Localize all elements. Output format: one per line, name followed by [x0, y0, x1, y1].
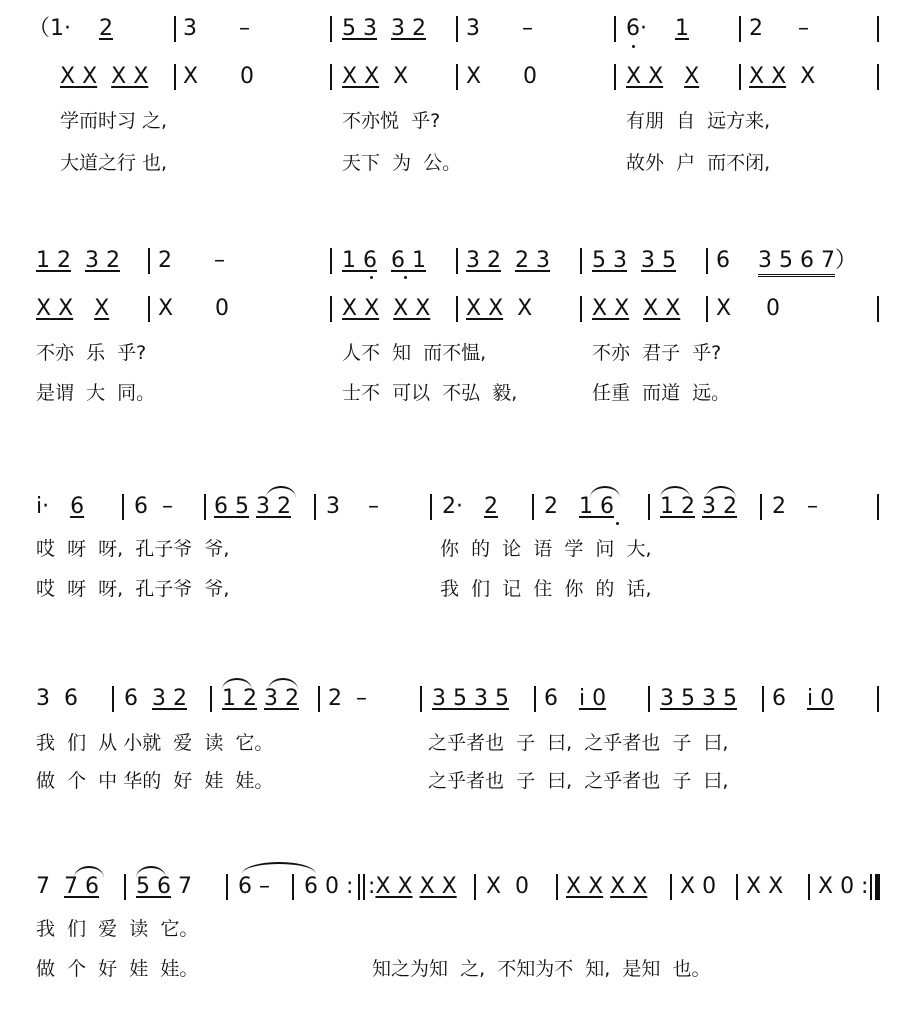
- line1-rhythm-d: X 0: [466, 64, 538, 89]
- line1-rhythm-b: X 0: [183, 64, 255, 89]
- line1-notes-e: 6· 1: [626, 16, 689, 41]
- barline: [148, 248, 150, 274]
- barline: [456, 248, 458, 274]
- barline: [534, 686, 536, 712]
- tie-slur: [660, 486, 690, 498]
- line4-notes-b: 6 3 2: [124, 686, 187, 711]
- barline: [739, 16, 741, 42]
- line5-rhythm-a: :X X X X: [368, 874, 457, 899]
- barline: [877, 296, 879, 322]
- tie-slur: [136, 866, 166, 878]
- barline: [614, 16, 616, 42]
- barline: [226, 874, 228, 900]
- barline: [330, 64, 332, 90]
- repeat-barline: [363, 874, 365, 900]
- line3-notes-c: 6 5 3 2: [214, 494, 291, 519]
- barline: [430, 494, 432, 520]
- lyric: 做 个 好 娃 娃。: [36, 958, 199, 980]
- barline: [330, 248, 332, 274]
- tie-slur: [74, 866, 104, 878]
- tie-slur: [590, 486, 620, 498]
- barline: [706, 248, 708, 274]
- lyric: 大道之行 也,: [60, 152, 168, 174]
- line2-rhythm-d: X X X: [466, 296, 533, 321]
- tie-slur: [222, 678, 252, 690]
- barline: [760, 494, 762, 520]
- lyric: 有朋 自 远方来,: [626, 110, 771, 132]
- line5-notes-d: 6 0 :: [304, 874, 354, 899]
- barline: [877, 494, 879, 520]
- line4-notes-a: 3 6: [36, 686, 78, 711]
- barline: [877, 686, 879, 712]
- line2-rhythm-f: X 0: [716, 296, 781, 321]
- line2-rhythm-a: X X X: [36, 296, 110, 321]
- barline: [314, 494, 316, 520]
- line1-rhythm-a: X X X X: [60, 64, 149, 89]
- lyric: 我 们 记 住 你 的 话,: [440, 578, 652, 600]
- barline: [124, 874, 126, 900]
- line1-notes-d: 3 –: [466, 16, 533, 41]
- lyric: 做 个 中 华的 好 娃 娃。: [36, 770, 274, 792]
- line1-notes-c: 5 3 3 2: [342, 16, 426, 41]
- lyric: 是谓 大 同。: [36, 382, 156, 404]
- barline: [670, 874, 672, 900]
- line5-rhythm-c: X X X X: [566, 874, 648, 899]
- barline: [174, 16, 176, 42]
- barline: [648, 686, 650, 712]
- barline: [122, 494, 124, 520]
- barline: [318, 686, 320, 712]
- barline: [808, 874, 810, 900]
- line1-notes-b: 3 –: [183, 16, 250, 41]
- line2-rhythm-e: X X X X: [592, 296, 681, 321]
- line2-notes-c: 1 6 6 1: [342, 248, 426, 273]
- barline: [112, 686, 114, 712]
- low-octave-dot: [404, 276, 407, 279]
- line5-rhythm-e: X X: [746, 874, 784, 899]
- barline: [456, 64, 458, 90]
- line2-notes-e: 5 3 3 5: [592, 248, 676, 273]
- barline: [556, 874, 558, 900]
- barline: [456, 296, 458, 322]
- barline: [456, 16, 458, 42]
- line3-notes-g: 1 2 3 2: [660, 494, 737, 519]
- line5-rhythm-b: X 0: [486, 874, 530, 899]
- barline: [420, 686, 422, 712]
- line1-notes-f: 2 –: [749, 16, 809, 41]
- line2-notes-b: 2 –: [158, 248, 225, 273]
- tie-slur: [266, 486, 296, 498]
- lyric: 人不 知 而不愠,: [342, 342, 487, 364]
- line4-notes-d: 2 –: [328, 686, 367, 711]
- line3-notes-d: 3 –: [326, 494, 379, 519]
- barline: [762, 686, 764, 712]
- lyric: 我 们 爱 读 它。: [36, 918, 199, 940]
- line2-rhythm-c: X X X X: [342, 296, 431, 321]
- barline: [204, 494, 206, 520]
- line3-notes-a: i· 6: [36, 494, 85, 519]
- line5-rhythm-f: X 0 :: [818, 874, 869, 899]
- barline: [210, 686, 212, 712]
- line2-rhythm-b: X 0: [158, 296, 230, 321]
- low-octave-dot: [616, 522, 619, 525]
- lyric: 你 的 论 语 学 问 大,: [440, 538, 652, 560]
- repeat-barline: [358, 874, 360, 900]
- lyric: 士不 可以 不弘 毅,: [342, 382, 518, 404]
- barline: [739, 64, 741, 90]
- line1-notes-a: （1· 2: [28, 16, 113, 41]
- lyric: 之乎者也 子 曰, 之乎者也 子 曰,: [428, 770, 729, 792]
- lyric: 我 们 从 小就 爱 读 它。: [36, 732, 274, 754]
- barline: [736, 874, 738, 900]
- line3-notes-h: 2 –: [772, 494, 818, 519]
- line2-notes-a: 1 2 3 2: [36, 248, 120, 273]
- lyric: 故外 户 而不闭,: [626, 152, 771, 174]
- barline: [877, 16, 879, 42]
- low-octave-dot: [370, 276, 373, 279]
- barline: [580, 248, 582, 274]
- lyric: 任重 而道 远。: [592, 382, 731, 404]
- final-barline: [870, 874, 872, 900]
- lyric: 哎 呀 呀, 孔子爷 爷,: [36, 578, 230, 600]
- lyric: 不亦悦 乎?: [342, 110, 441, 132]
- lyric: 之乎者也 子 曰, 之乎者也 子 曰,: [428, 732, 729, 754]
- final-barline-thick: [875, 874, 880, 900]
- line1-rhythm-c: X X X: [342, 64, 409, 89]
- line5-rhythm-d: X 0: [680, 874, 717, 899]
- line4-notes-g: 3 5 3 5: [660, 686, 737, 711]
- line2-notes-f: 6 3 5 6 7）: [716, 250, 857, 272]
- line5-notes-c: 6 –: [238, 874, 270, 899]
- tie-slur: [268, 678, 298, 690]
- line1-rhythm-f: X X X: [749, 64, 816, 89]
- tie-slur: [706, 486, 736, 498]
- lyric: 不亦 乐 乎?: [36, 342, 147, 364]
- line3-notes-b: 6 –: [134, 494, 173, 519]
- barline: [148, 296, 150, 322]
- low-octave-dot: [632, 45, 635, 48]
- barline: [877, 64, 879, 90]
- barline: [330, 296, 332, 322]
- line2-notes-d: 3 2 2 3: [466, 248, 550, 273]
- line5-notes-b: 5 6 7: [136, 874, 192, 899]
- line4-notes-e: 3 5 3 5: [432, 686, 509, 711]
- lyric: 知之为知 之, 不知为不 知, 是知 也。: [372, 958, 711, 980]
- line4-notes-c: 1 2 3 2: [222, 686, 299, 711]
- lyric: 天下 为 公。: [342, 152, 462, 174]
- barline: [174, 64, 176, 90]
- barline: [330, 16, 332, 42]
- tie-slur: [242, 862, 316, 874]
- barline: [706, 296, 708, 322]
- barline: [614, 64, 616, 90]
- line4-notes-f: 6 i 0: [544, 686, 607, 711]
- lyric: 哎 呀 呀, 孔子爷 爷,: [36, 538, 230, 560]
- lyric: 不亦 君子 乎?: [592, 342, 722, 364]
- barline: [474, 874, 476, 900]
- barline: [532, 494, 534, 520]
- barline: [292, 874, 294, 900]
- line3-notes-e: 2· 2: [442, 494, 498, 519]
- barline: [648, 494, 650, 520]
- line1-rhythm-e: X X X: [626, 64, 700, 89]
- lyric: 学而时习 之,: [60, 110, 168, 132]
- line5-notes-a: 7 7 6: [36, 874, 99, 899]
- line4-notes-h: 6 i 0: [772, 686, 835, 711]
- line3-notes-f: 2 1 6: [544, 494, 614, 519]
- barline: [580, 296, 582, 322]
